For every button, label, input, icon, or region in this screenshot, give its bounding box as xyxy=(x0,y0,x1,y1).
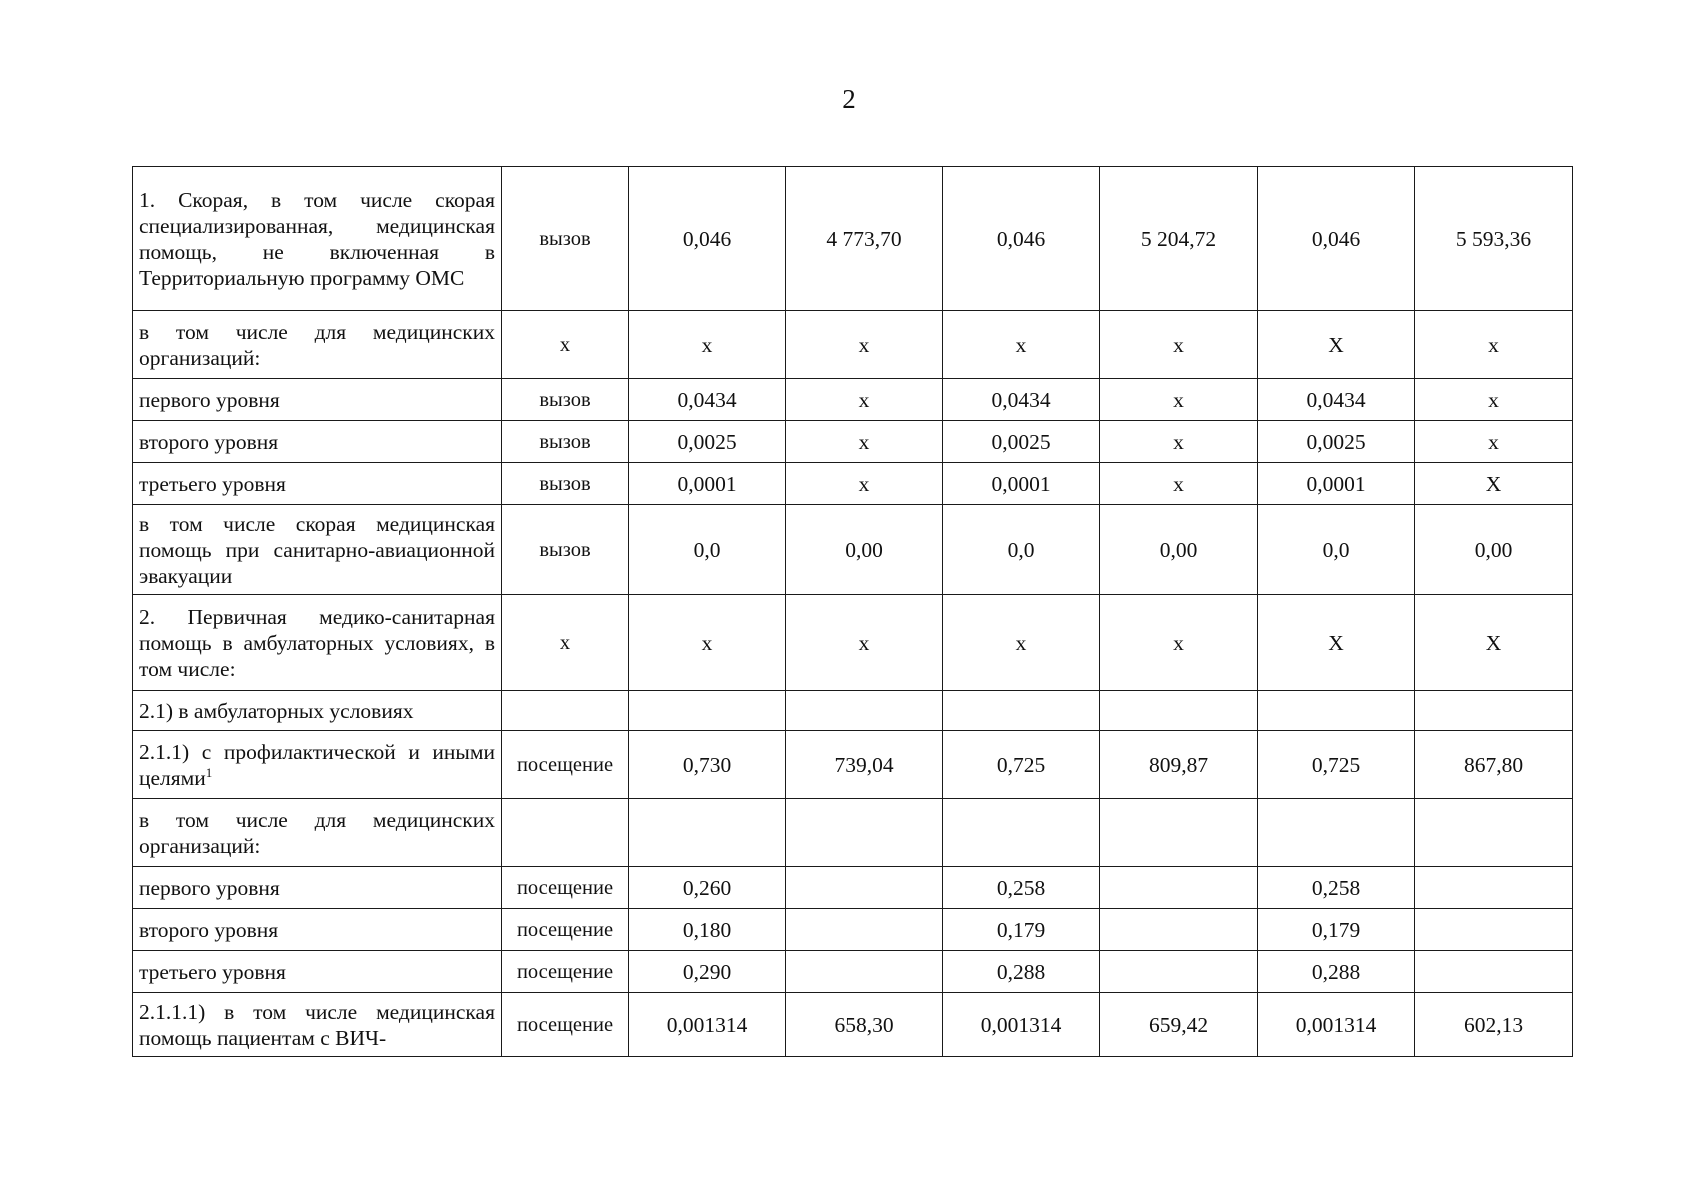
value-cell: х xyxy=(786,463,943,505)
row-name-cell xyxy=(133,691,502,731)
value-cell: 0,046 xyxy=(629,167,786,311)
value-cell xyxy=(1415,867,1573,909)
table-row xyxy=(133,993,1573,1057)
value-cell xyxy=(1100,691,1258,731)
value-cell: Х xyxy=(1415,463,1573,505)
table-row xyxy=(133,867,1573,909)
value-cell: 0,0 xyxy=(943,505,1100,595)
row-name-cell xyxy=(133,909,502,951)
value-cell: 0,001314 xyxy=(943,993,1100,1057)
value-cell: 0,0001 xyxy=(1258,463,1415,505)
row-unit: х xyxy=(502,311,629,379)
table-row xyxy=(133,595,1573,691)
value-cell: х xyxy=(786,311,943,379)
value-cell: Х xyxy=(1415,595,1573,691)
value-cell xyxy=(1100,909,1258,951)
value-cell: 0,288 xyxy=(943,951,1100,993)
value-cell: 0,00 xyxy=(1415,505,1573,595)
row-unit: вызов xyxy=(502,421,629,463)
value-cell: 4 773,70 xyxy=(786,167,943,311)
row-name-cell xyxy=(133,951,502,993)
value-cell xyxy=(1100,951,1258,993)
row-name-cell xyxy=(133,731,502,799)
value-cell xyxy=(1415,691,1573,731)
row-name: 2. Первичная медико-санитарная помощь в амбулаторных условиях, в том числе: xyxy=(139,604,495,681)
table-row xyxy=(133,167,1573,311)
value-cell xyxy=(629,691,786,731)
table-row xyxy=(133,463,1573,505)
value-cell: 0,0 xyxy=(1258,505,1415,595)
value-cell: 0,00 xyxy=(1100,505,1258,595)
value-cell: 739,04 xyxy=(786,731,943,799)
table-row xyxy=(133,799,1573,867)
value-cell: 5 593,36 xyxy=(1415,167,1573,311)
row-unit: вызов xyxy=(502,379,629,421)
value-cell: 658,30 xyxy=(786,993,943,1057)
row-name: первого уровня xyxy=(139,875,280,900)
value-cell: 809,87 xyxy=(1100,731,1258,799)
row-name: 1. Скорая, в том числе скорая специализированная, медицинская помощь, не включенная в Территориальную программу ОМС xyxy=(139,187,495,290)
value-cell: х xyxy=(1415,311,1573,379)
row-unit: посещение xyxy=(502,993,629,1057)
value-cell xyxy=(786,867,943,909)
row-name-cell xyxy=(133,421,502,463)
value-cell xyxy=(1415,951,1573,993)
value-cell xyxy=(1415,909,1573,951)
value-cell: 0,730 xyxy=(629,731,786,799)
row-name: третьего уровня xyxy=(139,471,286,496)
value-cell: х xyxy=(786,595,943,691)
table-row xyxy=(133,731,1573,799)
value-cell: 867,80 xyxy=(1415,731,1573,799)
value-cell xyxy=(1258,799,1415,867)
table-body xyxy=(133,167,1573,1057)
value-cell xyxy=(1415,799,1573,867)
row-unit xyxy=(502,691,629,731)
value-cell: х xyxy=(1100,421,1258,463)
value-cell: х xyxy=(943,595,1100,691)
row-name: третьего уровня xyxy=(139,959,286,984)
value-cell xyxy=(943,799,1100,867)
table-row xyxy=(133,421,1573,463)
value-cell: х xyxy=(1100,379,1258,421)
value-cell: 0,290 xyxy=(629,951,786,993)
value-cell xyxy=(943,691,1100,731)
row-name: в том числе для медицинских организаций: xyxy=(139,807,495,858)
value-cell xyxy=(1100,799,1258,867)
value-cell: 0,0025 xyxy=(943,421,1100,463)
row-unit: посещение xyxy=(502,867,629,909)
value-cell: 0,725 xyxy=(1258,731,1415,799)
row-name-cell xyxy=(133,463,502,505)
row-unit: посещение xyxy=(502,909,629,951)
value-cell: х xyxy=(629,595,786,691)
value-cell: 0,725 xyxy=(943,731,1100,799)
row-name: первого уровня xyxy=(139,387,280,412)
value-cell: 0,0025 xyxy=(1258,421,1415,463)
page-number: 2 xyxy=(842,84,856,114)
row-name: в том числе скорая медицинская помощь при санитарно-авиационной эвакуации xyxy=(139,511,495,588)
row-name: 2.1.1.1) в том числе медицинская помощь пациентам с ВИЧ- xyxy=(139,999,495,1050)
value-cell: 0,0434 xyxy=(943,379,1100,421)
row-name: второго уровня xyxy=(139,917,279,942)
value-cell: 0,179 xyxy=(943,909,1100,951)
value-cell: 602,13 xyxy=(1415,993,1573,1057)
row-name: 2.1.1) с профилактической и иными целями xyxy=(139,739,495,790)
row-unit: посещение xyxy=(502,951,629,993)
row-unit: вызов xyxy=(502,505,629,595)
value-cell: 0,001314 xyxy=(1258,993,1415,1057)
value-cell: х xyxy=(1100,311,1258,379)
value-cell: х xyxy=(1100,463,1258,505)
value-cell xyxy=(1258,691,1415,731)
table-row xyxy=(133,311,1573,379)
value-cell: Х xyxy=(1258,311,1415,379)
row-unit: вызов xyxy=(502,167,629,311)
value-cell: 0,0001 xyxy=(629,463,786,505)
value-cell: 0,179 xyxy=(1258,909,1415,951)
value-cell xyxy=(786,951,943,993)
value-cell xyxy=(629,799,786,867)
value-cell: 5 204,72 xyxy=(1100,167,1258,311)
value-cell: 0,046 xyxy=(943,167,1100,311)
value-cell xyxy=(786,909,943,951)
value-cell: 0,258 xyxy=(943,867,1100,909)
value-cell xyxy=(1100,867,1258,909)
value-cell: 0,260 xyxy=(629,867,786,909)
row-name-cell xyxy=(133,505,502,595)
value-cell: 0,0 xyxy=(629,505,786,595)
value-cell: 0,0434 xyxy=(1258,379,1415,421)
row-unit: х xyxy=(502,595,629,691)
row-name: второго уровня xyxy=(139,429,279,454)
footnote-marker: 1 xyxy=(205,764,213,780)
value-cell: х xyxy=(786,379,943,421)
table-row xyxy=(133,691,1573,731)
value-cell xyxy=(786,799,943,867)
value-cell: 659,42 xyxy=(1100,993,1258,1057)
row-name-cell xyxy=(133,379,502,421)
row-name-cell xyxy=(133,799,502,867)
row-name-cell xyxy=(133,867,502,909)
table-row xyxy=(133,909,1573,951)
row-name: в том числе для медицинских организаций: xyxy=(139,319,495,370)
row-name-cell xyxy=(133,311,502,379)
row-name: 2.1) в амбулаторных условиях xyxy=(139,698,414,723)
value-cell xyxy=(786,691,943,731)
value-cell: 0,0434 xyxy=(629,379,786,421)
row-name-cell xyxy=(133,167,502,311)
table-row xyxy=(133,505,1573,595)
value-cell: Х xyxy=(1258,595,1415,691)
value-cell: 0,00 xyxy=(786,505,943,595)
value-cell: х xyxy=(1415,379,1573,421)
value-cell: 0,046 xyxy=(1258,167,1415,311)
value-cell: 0,258 xyxy=(1258,867,1415,909)
row-name-cell xyxy=(133,595,502,691)
value-cell: 0,288 xyxy=(1258,951,1415,993)
value-cell: 0,001314 xyxy=(629,993,786,1057)
value-cell: 0,0001 xyxy=(943,463,1100,505)
value-cell: х xyxy=(1100,595,1258,691)
row-name-cell xyxy=(133,993,502,1057)
value-cell: 0,180 xyxy=(629,909,786,951)
value-cell: 0,0025 xyxy=(629,421,786,463)
table-row xyxy=(133,951,1573,993)
volume-cost-table xyxy=(132,166,1573,1057)
value-cell: х xyxy=(786,421,943,463)
value-cell: х xyxy=(943,311,1100,379)
row-unit xyxy=(502,799,629,867)
value-cell: х xyxy=(629,311,786,379)
value-cell: х xyxy=(1415,421,1573,463)
row-unit: вызов xyxy=(502,463,629,505)
row-unit: посещение xyxy=(502,731,629,799)
table-row xyxy=(133,379,1573,421)
